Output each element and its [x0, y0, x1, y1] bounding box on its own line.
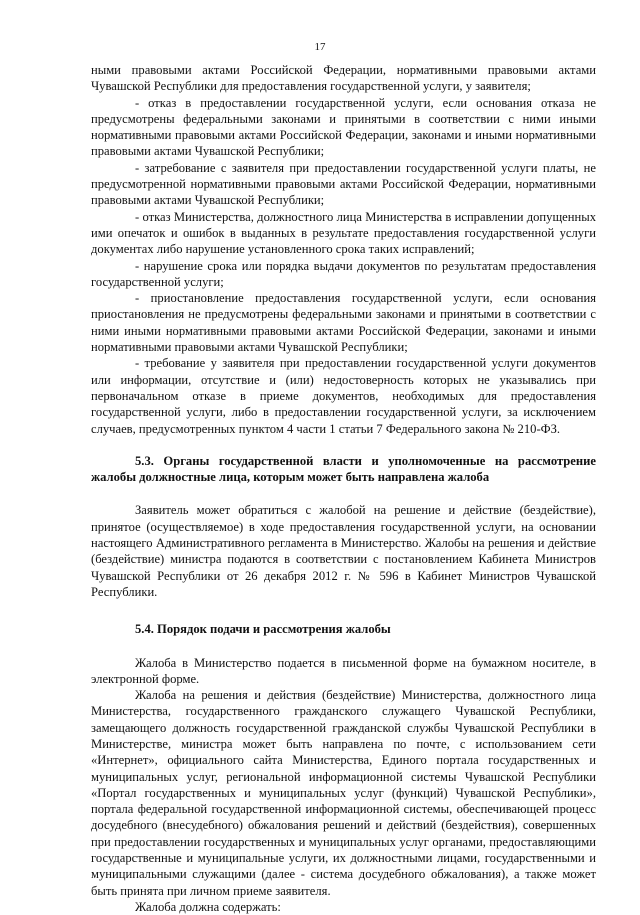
section-heading-5-3: 5.3. Органы государственной власти и уполномоченные на рассмотрение жалобы должностные лица, которым может быть направлена жалоба	[91, 453, 596, 485]
list-item-suspension: - приостановление предоставления государственной услуги, если основания приостановления не предусмотрены федеральными законами и принятыми в соответствии с ними иными нормативными правовыми актами Российской Федерации, законами и иными нормативными правовыми актами Чувашской Республики;	[91, 291, 596, 355]
section-5-4-paragraph-1: Жалоба в Министерство подается в письменной форме на бумажном носителе, в электронной форме.	[91, 655, 596, 686]
list-item-documents: - требование у заявителя при предоставлении государственной услуги документов или информации, отсутствие и (или) недостоверность которых не указывались при первоначальном отказе в приеме документов, необходимых для предоставления государственной услуги, либо в предоставлении государственной услуги, за исключением случаев, предусмотренных пунктом 4 части 1 статьи 7 Федерального закона № 210-ФЗ.	[91, 356, 596, 436]
section-5-3-text: Заявитель может обратиться с жалобой на решение и действие (бездействие), принятое (осуществляемое) в ходе предоставления государственной услуги, на основании настоящего Административного регламента в Министерство. Жалобы на решения и действие (бездействие) министра подаются в соответствии с постановлением Кабинета Министров Чувашской Республики от 26 декабря 2012 г. № 596 в Кабинет Министров Чувашской Республики.	[91, 503, 596, 599]
list-item-deadline: - нарушение срока или порядка выдачи документов по результатам предоставления государственной услуги;	[91, 258, 596, 289]
paragraph-continuation: ными правовыми актами Российской Федерации, нормативными правовыми актами Чувашской Республики для предоставления государственной услуги, у заявителя;	[91, 63, 596, 94]
section-5-4-paragraph-2: Жалоба на решения и действия (бездействие) Министерства, должностного лица Министерства, государственного гражданского служащего Чувашской Республики, замещающего должность государственной гражданской службы Чувашской Республики в Министерстве, министра может быть направлена по почте, с использованием сети «Интернет», официального сайта Министерства, Единого портала государственных и муниципальных услуг, региональной информационной системы Чувашской Республики «Портал государственных и муниципальных услуг (функций) Чувашской Республики», портала федеральной государственной информационной системы, обеспечивающей процесс досудебного (внесудебного) обжалования решений и действий (бездействия), совершенных при предоставлении государственных и муниципальных услуг органами, предоставляющими государственные и муниципальные услуги, их должностными лицами, государственными и муниципальными служащими (далее - система досудебного обжалования), а также может быть принята при личном приеме заявителя.	[91, 688, 596, 898]
list-item-typo-refusal: - отказ Министерства, должностного лица Министерства в исправлении допущенных ими опечаток и ошибок в выданных в результате предоставления государственной услуги документах либо нарушение установленного срока таких исправлений;	[91, 209, 596, 257]
page-number: 17	[314, 41, 326, 53]
list-item-fee: - затребование с заявителя при предоставлении государственной услуги платы, не предусмотренной нормативными правовыми актами Российской Федерации, нормативными правовыми актами Чувашской Республики;	[91, 160, 596, 208]
section-heading-5-4: 5.4. Порядок подачи и рассмотрения жалобы	[135, 622, 391, 637]
section-5-4-paragraph-3: Жалоба должна содержать:	[135, 899, 281, 914]
document-body	[91, 62, 596, 915]
list-item-refusal: - отказ в предоставлении государственной услуги, если основания отказа не предусмотрены федеральными законами и принятыми в соответствии с ними иными нормативными правовыми актами Российской Федерации, законами и иными нормативными правовыми актами Чувашской Республики;	[91, 95, 596, 159]
